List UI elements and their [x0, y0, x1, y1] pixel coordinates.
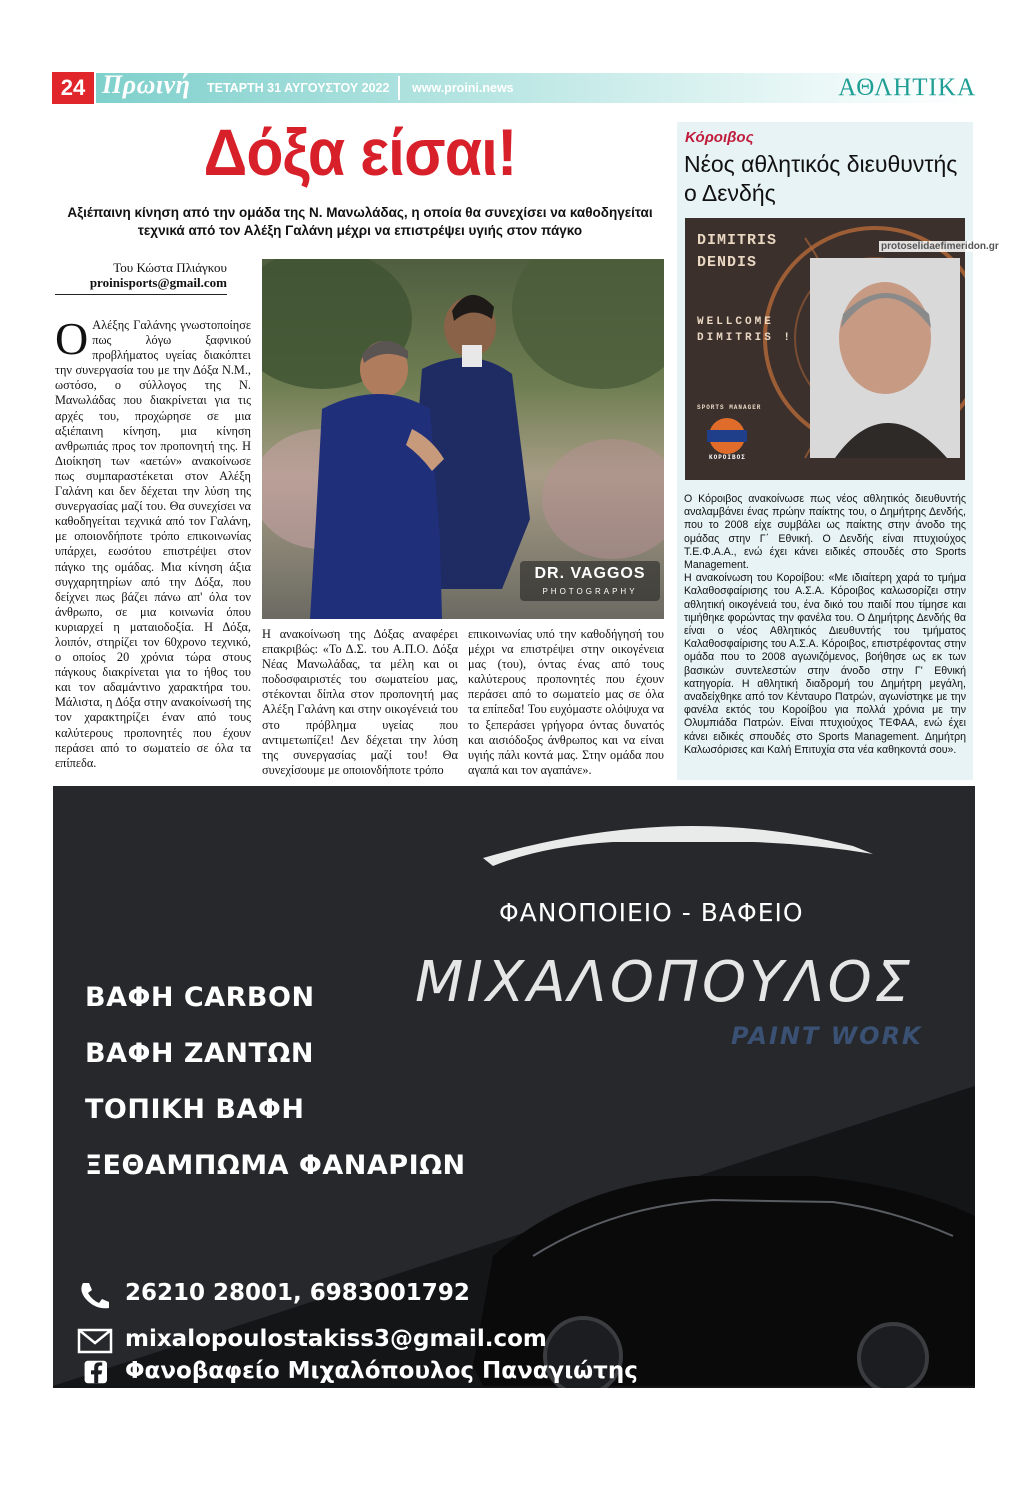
sidebar-photo [685, 218, 965, 480]
byline [55, 260, 227, 295]
photo-credit-sub: PHOTOGRAPHY [542, 587, 638, 596]
page-header [52, 72, 976, 104]
sidebar-body [684, 493, 966, 757]
sidebar-body-para-2: Η ανακοίνωση του Κοροίβου: «Με ιδιαίτερη χαρά το τμήμα Καλαθοσφαίρισης του Α.Σ.Α. Κόροιβος καλωσορίζει στην αθλητική οικογένειά του, ένα δικό του παιδί που τίμησε και τιμήθηκε φορώντας την φανέλα του. Ο Δημήτρης Δενδής θα είναι ο νέος Αθλητικός Διευθυντής του τμήματος Καλαθοσφαίρισης του Α.Σ.Α. Κόροιβος, επιστρέφοντας στην ομάδα που το 2008 αγωνιζόμενος, βοήθησε ως εκ των βασικών συντελεστών στην άνοδο στην Γ' Εθνική κατηγορία. Η αθλητική διαδρομή του Δημήτρη μεγάλη, αναδείχθηκε από τον Κένταυρο Πατρών, αγωνίστηκε με την φανέλα εκτός του Κοροίβου για πολλά χρόνια με την Ολυμπιάδα Πατρών. Είναι πτυχιούχος ΤΕΦΑΑ, ενώ έχει κάνει ειδικές σπουδές στο Sports Management. Δημήτρη Καλωσόρισες και Καλή Επιτυχία στα νέα καθηκοντά σου». [684, 572, 966, 756]
article-photo [262, 259, 664, 619]
sidebar-title: Νέος αθλητικός διευθυντής ο Δενδής [684, 151, 958, 206]
ad-tagline: PAINT WORK [731, 1022, 923, 1050]
ad-service-2: ΒΑΦΗ ΖΑΝΤΩΝ [85, 1038, 314, 1069]
phone-icon [77, 1280, 113, 1310]
article-headline: Δόξα είσαι! [203, 115, 517, 189]
article-column-1-text: Αλέξης Γαλάνης γνωστοποίησε πως λόγω ξαφνικού προβλήματος υγείας διακόπτει την συνεργασία του με την Δόξα Ν.Μ., ωστόσο, ο σύλλογος της Ν. Μανωλάδας που διακρίνεται για τις αρχές του, προχώρησε σε μια αξιέπαινη κίνηση, μια κίνηση ανθρωπιάς προς τον προπονητή της. Η Διοίκηση των «αετών» ανακοίνωσε πως συμπαραστέκεται στον Αλέξη Γαλάνη και δεν δέχεται την λύση της συνεργασίας μαζί του. Θα συνεχίσει να καθοδηγείται τεχνικά από τον Γαλάνη, με οποιονδήποτε τρόπο επικοινωνίας υπάρχει, εωσότου επιστρέψει στον πάγκο της ομάδας. Μια κίνηση άξια συγχαρητηρίων από την Δόξα, που δείχνει πως βάζει πάνω απ' όλα τον άνθρωπο, σε μια κοινωνία όπου κυριαρχεί η ματαιοδοξία. Η Δόξα, λοιπόν, στηρίζει τον 60χρονο τεχνικό, ο οποίος 20 χρόνια τώρα στους πάγκους διακρίνεται για το ήθος του και τον αδαμάντινο χαρακτήρα του. Μάλιστα, η Δόξα στην ανακοίνωσή της τον χαρακτηρίζει έναν από τους καλύτερους προπονητές που έχουν περάσει από το σωματείο σε όλα τα επίπεδα. [55, 318, 251, 770]
ad-phone[interactable]: 26210 28001, 6983001792 [125, 1280, 470, 1306]
photo-name-2: DENDIS [697, 254, 758, 271]
header-divider [398, 76, 400, 100]
photo-credit [520, 561, 660, 601]
article-column-3: επικοινωνίας υπό την καθοδήγησή του μέχρι να επιστρέψει στην οικογένεια μας (του), όντας ένας από τους καλύτερους προπονητές που έχουν περάσει από το σωματείο μας σε όλα τα επίπεδα! Του ευχόμαστε ολόψυχα να το ξεπεράσει γρήγορα όντας δυνατός και αισιόδοξος άνθρωπος και να είναι υγιής πάλι κοντά μας. Στην ομάδα που αγαπά και τον αγαπάνε». [468, 627, 664, 777]
ad-service-3: ΤΟΠΙΚΗ ΒΑΦΗ [85, 1094, 305, 1125]
photo-role: SPORTS MANAGER [697, 404, 762, 411]
page-number: 24 [52, 72, 94, 104]
article-subhead: Αξιέπαινη κίνηση από την ομάδα της Ν. Μανωλάδας, η οποία θα συνεχίσει να καθοδηγείται τεχνικά από τον Αλέξη Γαλάνη μέχρι να επιστρέψει υγιής στον πάγκο [67, 205, 653, 238]
article-column-1 [55, 313, 251, 771]
byline-author: Του Κώστα Πλιάγκου [113, 260, 227, 275]
photo-welcome-1: WELLCOME [697, 316, 774, 328]
section-name: ΑΘΛΗΤΙΚΑ [838, 74, 976, 101]
paper-url[interactable]: www.proini.news [412, 81, 514, 95]
ad-email[interactable]: mixalopoulostakiss3@gmail.com [125, 1326, 547, 1352]
mail-icon [77, 1326, 113, 1356]
byline-email[interactable]: proinisports@gmail.com [89, 275, 227, 290]
drop-cap: Ο [55, 313, 89, 364]
advertisement [53, 786, 975, 1388]
ad-business-name: ΜΙΧΑΛΟΠΟΥΛΟΣ [415, 950, 914, 1015]
ad-facebook[interactable]: Φανοβαφείο Μιχαλόπουλος Παναγιώτης [125, 1358, 638, 1384]
photo-credit-name: DR. VAGGOS [534, 565, 646, 582]
facebook-icon [77, 1360, 113, 1384]
ad-service-1: ΒΑΦΗ CARBON [85, 982, 315, 1013]
watermark: protoselidaefimeridon.gr [881, 241, 999, 252]
ad-business-type: ΦΑΝΟΠΟΙΕΙΟ - ΒΑΦΕΙΟ [499, 898, 804, 927]
paper-name: Πρωινή [102, 70, 191, 99]
photo-name-1: DIMITRIS [697, 232, 778, 249]
ad-service-4: ΞΕΘΑΜΠΩΜΑ ΦΑΝΑΡΙΩΝ [85, 1150, 466, 1181]
club-logo-text: ΚΟΡΟΙΒΟΣ [709, 454, 746, 461]
photo-welcome-2: DIMITRIS ! [697, 332, 794, 344]
sidebar-kicker: Κόροιβος [685, 129, 754, 146]
sidebar-body-para-1: Ο Κόροιβος ανακοίνωσε πως νέος αθλητικός διευθυντής αναλαμβάνει ένας πρώην παίκτης του, ο Δημήτρης Δενδής, που το 2008 είχε συμβάλει ως παίκτης στην άνοδο της ομάδας στην Γ΄ Εθνική. Ο Δενδής είναι πτυχιούχος Τ.Ε.Φ.Α.Α., ενώ έχει κάνει ειδικές σπουδές στο Sports Management. [684, 493, 966, 572]
article-column-2: Η ανακοίνωση της Δόξας αναφέρει επακριβώς: «Το Δ.Σ. του Α.Π.Ο. Δόξα Νέας Μανωλάδας, τα μέλη και οι ποδοσφαιριστές του σωματείου μας, στέκονται δίπλα στον προπονητή μας Αλέξη Γαλάνη και στην οικογένειά του στο πρόβλημα υγείας που αντιμετωπίζει! Δεν δέχεται την λύση της συνεργασίας μαζί του! Θα συνεχίσουμε με οποιονδήποτε τρόπο [262, 627, 458, 777]
issue-date: ΤΕΤΑΡΤΗ 31 ΑΥΓΟΥΣΤΟΥ 2022 [207, 81, 390, 95]
